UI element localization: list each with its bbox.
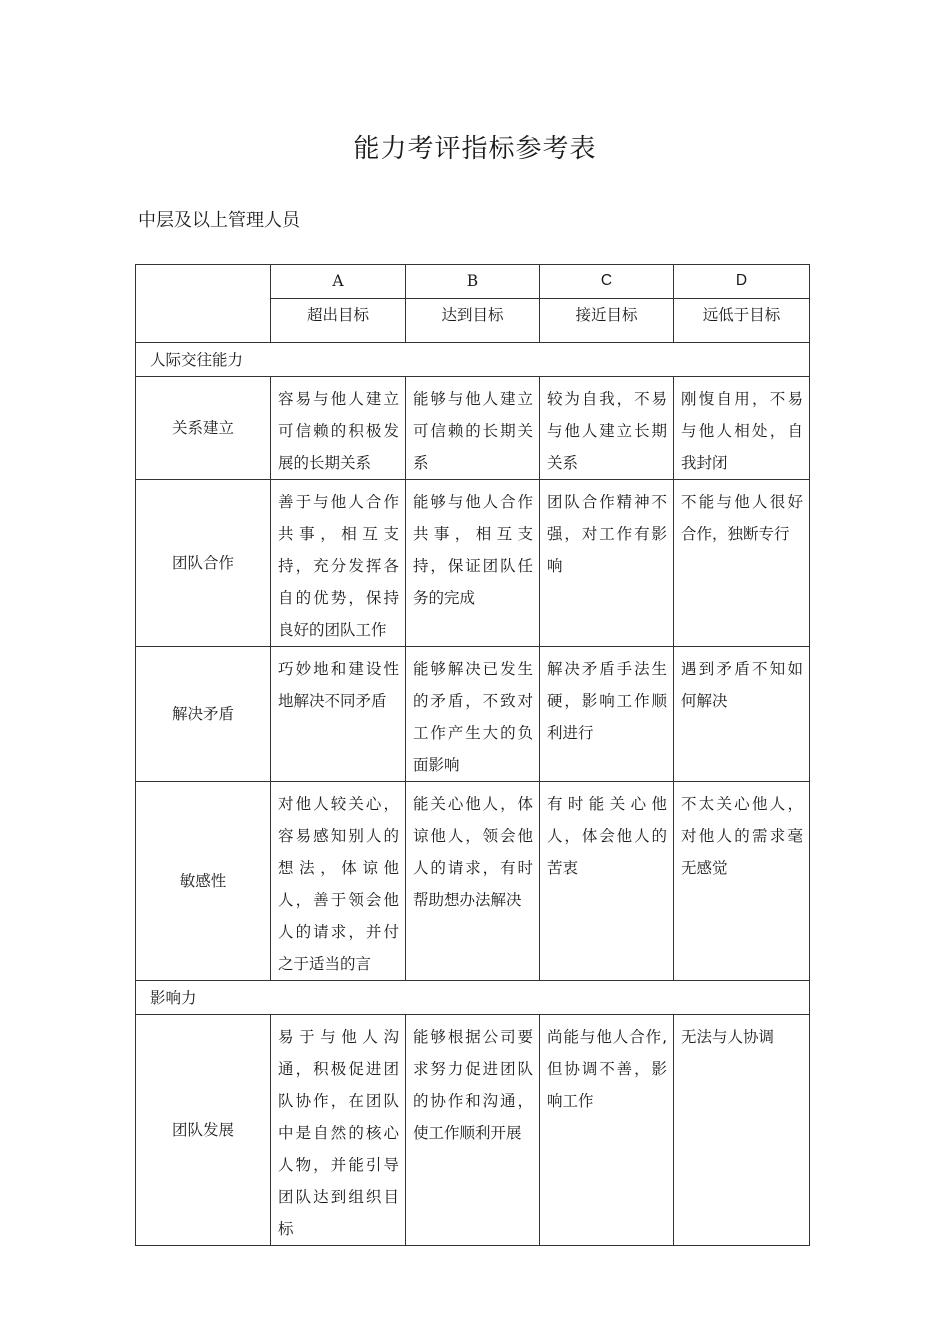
column-label-c: 接近目标 (540, 299, 674, 343)
row-label: 解决矛盾 (136, 647, 271, 782)
table-cell: 易于与他人沟通，积极促进团队协作，在团队中是自然的核心人物，并能引导团队达到组织目标 (271, 1015, 406, 1246)
column-letter-b: B (406, 265, 540, 299)
header-blank-cell (136, 265, 271, 343)
table-cell: 对他人较关心，容易感知别人的想法，体谅他人，善于领会他人的请求，并付之于适当的言 (271, 782, 406, 981)
table-cell: 团队合作精神不强，对工作有影响 (540, 480, 674, 647)
table-cell: 容易与他人建立可信赖的积极发展的长期关系 (271, 377, 406, 480)
column-label-a: 超出目标 (271, 299, 406, 343)
row-label: 敏感性 (136, 782, 271, 981)
row-label: 关系建立 (136, 377, 271, 480)
table-cell: 尚能与他人合作,但协调不善，影响工作 (540, 1015, 674, 1246)
table-cell: 无法与人协调 (674, 1015, 810, 1246)
row-label: 团队发展 (136, 1015, 271, 1246)
column-label-d: 远低于目标 (674, 299, 810, 343)
table-cell: 不太关心他人，对他人的需求毫无感觉 (674, 782, 810, 981)
table-cell: 刚愎自用，不易与他人相处，自我封闭 (674, 377, 810, 480)
column-letter-d: D (674, 265, 810, 299)
table-cell: 能够根据公司要求努力促进团队的协作和沟通，使工作顺利开展 (406, 1015, 540, 1246)
document-title: 能力考评指标参考表 (353, 134, 597, 164)
section-subtitle: 中层及以上管理人员 (138, 210, 300, 231)
table-cell: 解决矛盾手法生硬，影响工作顺利进行 (540, 647, 674, 782)
section-header-influence: 影响力 (136, 981, 810, 1015)
table-cell: 能够与他人建立可信赖的长期关系 (406, 377, 540, 480)
table-cell: 有时能关心他人，体会他人的苦衷 (540, 782, 674, 981)
table-cell: 善于与他人合作共事，相互支持，充分发挥各自的优势，保持良好的团队工作 (271, 480, 406, 647)
column-letter-a: A (271, 265, 406, 299)
section-header-interpersonal: 人际交往能力 (136, 343, 810, 377)
table-cell: 较为自我，不易与他人建立长期关系 (540, 377, 674, 480)
evaluation-table (135, 264, 810, 1246)
table-cell: 能关心他人，体谅他人，领会他人的请求，有时帮助想办法解决 (406, 782, 540, 981)
table-cell: 遇到矛盾不知如何解决 (674, 647, 810, 782)
table-cell: 巧妙地和建设性地解决不同矛盾 (271, 647, 406, 782)
column-letter-c: C (540, 265, 674, 299)
column-label-b: 达到目标 (406, 299, 540, 343)
table-cell: 不能与他人很好合作，独断专行 (674, 480, 810, 647)
row-label: 团队合作 (136, 480, 271, 647)
table-cell: 能够解决已发生的矛盾，不致对工作产生大的负面影响 (406, 647, 540, 782)
table-cell: 能够与他人合作共事，相互支持，保证团队任务的完成 (406, 480, 540, 647)
